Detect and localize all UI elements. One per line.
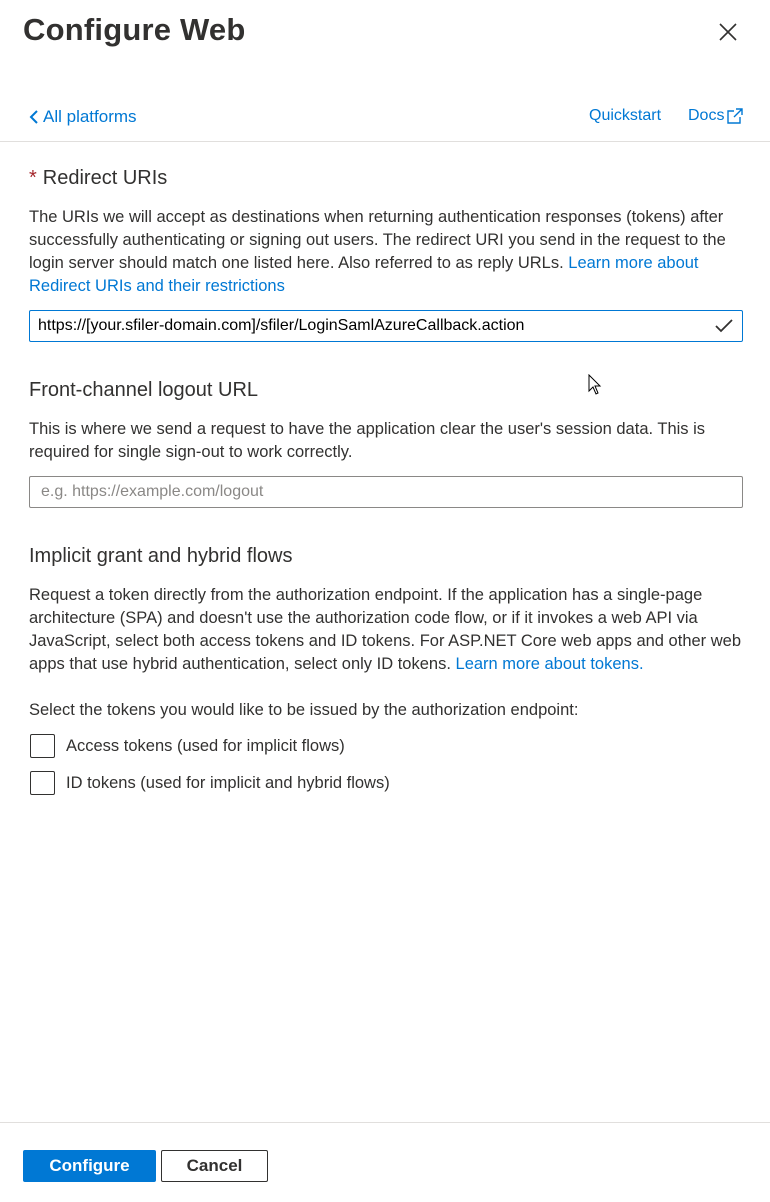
redirect-uri-value: https://[your.sfiler-domain.com]/sfiler/LoginSamlAzureCallback.action: [38, 317, 525, 334]
redirect-uris-learn-more-link[interactable]: Learn more about Redirect URIs and their restrictions: [29, 254, 699, 295]
all-platforms-link[interactable]: [29, 107, 137, 127]
logout-url-input[interactable]: [29, 476, 743, 508]
external-link-icon: [726, 107, 744, 125]
redirect-uris-title: Redirect URIs: [42, 167, 168, 189]
logout-url-description: This is where we send a request to have the application clear the user's session data. This is required for single sign-out to work correctly.: [29, 420, 706, 461]
required-mark: *: [29, 167, 37, 189]
id-tokens-checkbox-row[interactable]: [30, 771, 390, 795]
access-tokens-checkbox[interactable]: [30, 734, 55, 758]
redirect-uris-description-text: The URIs we will accept as destinations when returning authentication responses (tokens) after successfully authenticating or signing out users. The redirect URI you send in the request to the login server should match one listed here. Also referred to as reply URLs.: [29, 208, 726, 272]
all-platforms-label: All platforms: [43, 107, 137, 126]
implicit-grant-description-text: Request a token directly from the authorization endpoint. If the application has a single-page architecture (SPA) and doesn't use the authorization code flow, or if it invokes a web API via JavaScript, select both access tokens and ID tokens. For ASP.NET Core web apps and other web apps that use hybrid authentication, select only ID tokens.: [29, 586, 742, 673]
chevron-left-icon: [29, 110, 39, 124]
configure-button[interactable]: Configure: [23, 1150, 156, 1182]
panel-footer: [0, 1122, 770, 1202]
close-icon: [718, 22, 738, 42]
docs-link[interactable]: [688, 107, 744, 125]
mouse-cursor-icon: [588, 374, 602, 396]
quickstart-link[interactable]: Quickstart: [589, 107, 662, 124]
access-tokens-label: Access tokens (used for implicit flows): [66, 736, 345, 755]
docs-label: Docs: [688, 107, 725, 124]
close-button[interactable]: [712, 16, 744, 48]
implicit-grant-description: [29, 584, 745, 676]
redirect-uris-heading: [29, 167, 167, 190]
panel-title: Configure Web: [23, 12, 246, 47]
checkmark-icon: [714, 316, 734, 336]
tokens-learn-more-link[interactable]: Learn more about tokens.: [455, 655, 644, 673]
logout-url-heading: Front-channel logout URL: [29, 379, 259, 401]
redirect-uris-description: [29, 206, 745, 298]
redirect-uri-input[interactable]: [29, 310, 743, 342]
implicit-grant-heading: Implicit grant and hybrid flows: [29, 545, 293, 567]
id-tokens-label: ID tokens (used for implicit and hybrid flows): [66, 773, 390, 792]
cancel-button[interactable]: Cancel: [161, 1150, 268, 1182]
access-tokens-checkbox-row[interactable]: [30, 734, 345, 758]
id-tokens-checkbox[interactable]: [30, 771, 55, 795]
panel-nav-bar: [0, 100, 770, 142]
token-select-prompt: Select the tokens you would like to be issued by the authorization endpoint:: [29, 701, 579, 719]
